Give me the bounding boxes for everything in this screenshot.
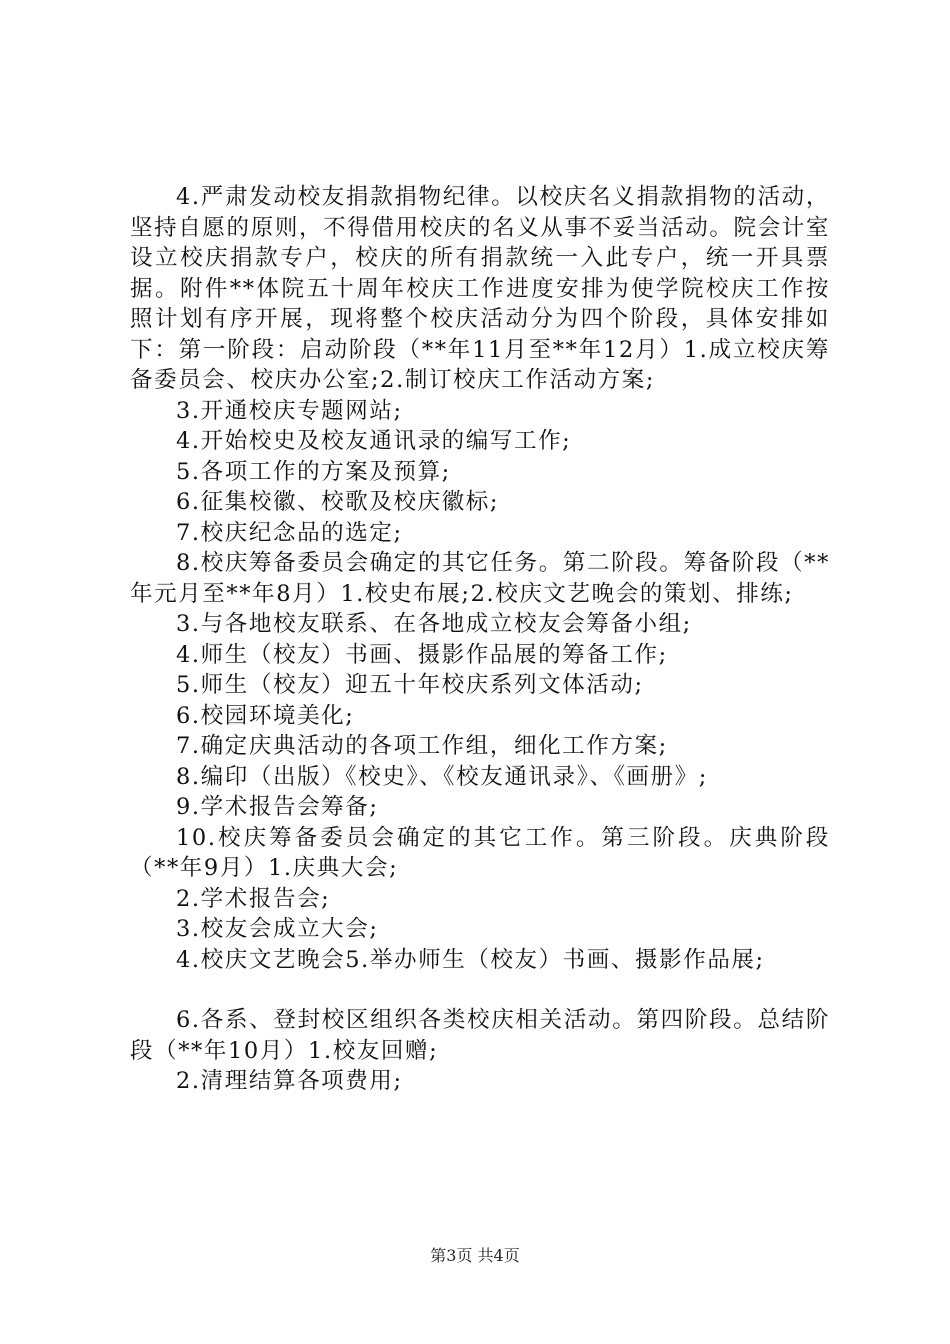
document-body: [130, 182, 830, 1097]
paragraph: 2.学术报告会;: [176, 885, 331, 912]
paragraph: 3.校友会成立大会;: [176, 916, 379, 942]
paragraph: 5.师生（校友）迎五十年校庆系列文体活动;: [176, 672, 644, 698]
paragraph: 7.校庆纪念品的选定;: [176, 519, 403, 546]
paragraph: 4.师生（校友）书画、摄影作品展的筹备工作;: [176, 641, 668, 668]
paragraph: 6.校园环境美化;: [176, 702, 355, 729]
paragraph: 6.征集校徽、校歌及校庆徽标;: [176, 489, 500, 515]
paragraph: 4.开始校史及校友通讯录的编写工作;: [176, 428, 572, 454]
paragraph: 4.严肃发动校友捐款捐物纪律。以校庆名义捐款捐物的活动，坚持自愿的原则，不得借用校庆的名义从事不妥当活动。院会计室设立校庆捐款专户，校庆的所有捐款统一入此专户，统一开具票据。附件**体院五十周年校庆工作进度安排为使学院校庆工作按照计划有序开展，现将整个校庆活动分为四个阶段，具体安排如下：第一阶段：启动阶段（**年11月至**年12月）1.成立校庆筹备委员会、校庆办公室;2.制订校庆工作活动方案;: [130, 184, 830, 393]
paragraph: 7.确定庆典活动的各项工作组，细化工作方案;: [176, 733, 668, 759]
paragraph: 2.清理结算各项费用;: [176, 1068, 403, 1094]
paragraph: 8.编印（出版）《校史》、《校友通讯录》、《画册》;: [176, 763, 708, 790]
paragraph: 5.各项工作的方案及预算;: [176, 458, 451, 485]
paragraph: 9.学术报告会筹备;: [176, 794, 379, 820]
paragraph: 8.校庆筹备委员会确定的其它任务。第二阶段。筹备阶段（**年元月至**年8月）1.校史布展;2.校庆文艺晚会的策划、排练;: [130, 550, 830, 607]
paragraph: 4.校庆文艺晚会5.举办师生（校友）书画、摄影作品展;: [176, 946, 765, 973]
paragraph: 10.校庆筹备委员会确定的其它工作。第三阶段。庆典阶段（**年9月）1.庆典大会;: [130, 824, 830, 881]
paragraph: 6.各系、登封校区组织各类校庆相关活动。第四阶段。总结阶段（**年10月）1.校友回赠;: [130, 1007, 830, 1064]
paragraph: 3.开通校庆专题网站;: [176, 397, 403, 424]
paragraph: 3.与各地校友联系、在各地成立校友会筹备小组;: [176, 611, 692, 637]
page-number-footer: 第3页 共4页: [430, 1246, 520, 1265]
